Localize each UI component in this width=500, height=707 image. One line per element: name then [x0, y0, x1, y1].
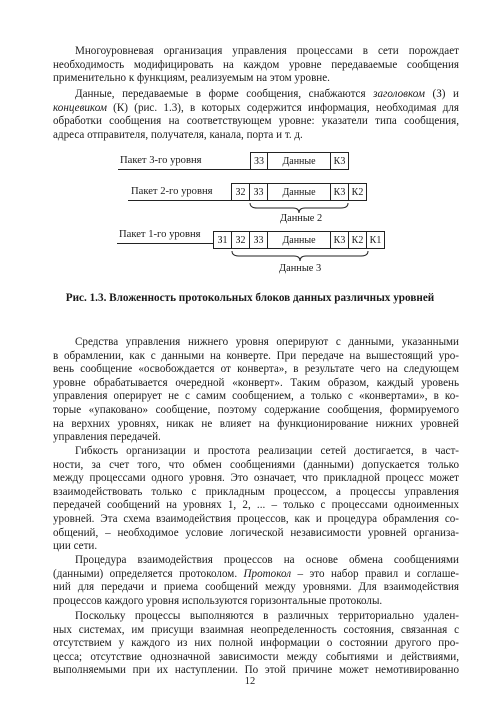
- text-line: уровней. Эта схема взаимодействия процессов, как и процедура обрамления со-: [53, 512, 459, 525]
- term-protocol: Протокол: [243, 567, 292, 580]
- text-line: ности, за счет того, что обмен сообщениями (данными) допускается только: [53, 458, 459, 471]
- text-run: (К) (рис. 1.3), в которых содержится информация, необходимая для: [106, 101, 459, 114]
- text-line: [53, 568, 459, 582]
- text-run: Данные, передаваемые в форме сообщения, снабжаются: [75, 88, 374, 100]
- text-line: на верхних уровнях, никак не влияет на функционирование нижних уровней: [53, 417, 459, 430]
- header-cell: З2: [231, 183, 250, 201]
- paragraph-6: [53, 610, 459, 678]
- text-line: необходимость модифицировать на каждом уровне передаваемые сообщения: [53, 58, 459, 71]
- trailer-cell: К2: [348, 183, 367, 201]
- text-line: уровне обрабатывается очередной «конверт». Таким образом, каждый уровень: [53, 376, 459, 389]
- level-2-underline: [128, 200, 231, 201]
- text-line: отсутствием у каждого из них полной информации о состоянии другого про-: [53, 637, 459, 650]
- paragraph-3: [53, 336, 459, 445]
- header-cell: З3: [249, 183, 268, 201]
- trailer-cell: К3: [330, 183, 349, 201]
- trailer-cell: К2: [348, 231, 367, 249]
- text-line: ных системах, им присущи взаимная неопределенность состояния, связанная с: [53, 623, 459, 636]
- level-3-label: Пакет 3-го уровня: [120, 155, 202, 166]
- trailer-cell: К3: [330, 152, 349, 170]
- text-line: между процессами одного уровня. Это означает, что прикладной процесс может: [53, 472, 459, 485]
- header-cell: З2: [231, 231, 250, 249]
- level-1-underline: [117, 243, 213, 244]
- brace-label-data-2: Данные 2: [280, 213, 323, 224]
- term-header: заголовком: [373, 88, 425, 100]
- text-line: Поскольку процессы выполняются в различных территориально удален-: [75, 610, 459, 622]
- text-line: торые «упаковано» сообщение, поэтому содержание сообщения, формируемого: [53, 403, 459, 416]
- text-line: Многоуровневая организация управления процессами в сети порождает: [75, 45, 459, 57]
- text-line: применительно к функциям, реализуемым на этом уровне.: [53, 72, 330, 85]
- data-cell: Данные: [267, 231, 331, 249]
- data-cell: Данные: [267, 152, 331, 170]
- text-line: выполняемыми при их наступлении. По этой причине может немотивированно: [53, 664, 459, 677]
- level-2-label: Пакет 2-го уровня: [131, 186, 213, 197]
- brace-data-3: [231, 250, 369, 262]
- packet-nesting-diagram: [0, 0, 500, 290]
- text-line: адреса отправителя, получателя, канала, порта и т. д.: [53, 128, 303, 141]
- text-line: процессов каждого уровня используются горизонтальные протоколы.: [53, 594, 383, 607]
- paragraph-5: [53, 554, 459, 608]
- paragraph-4: [53, 445, 459, 554]
- text-line: Процедура взаимодействия процессов на основе обмена сообщениями: [75, 554, 459, 566]
- level-3-underline: [118, 169, 250, 170]
- text-line: цесса; отсутствие однозначной зависимости между событиями и действиями,: [53, 650, 459, 663]
- text-line: управления оперирует не с самим сообщением, а только с «конвертами», в ко-: [53, 390, 459, 403]
- text-line: Гибкость организации и простота реализации сетей достигается, в част-: [75, 445, 459, 457]
- brace-label-data-3: Данные 3: [279, 263, 322, 274]
- page-number: 12: [244, 676, 256, 687]
- text-line: ний для передачи и приема сообщений между уровнями. Для взаимодействия: [53, 581, 459, 594]
- figure-caption: Рис. 1.3. Вложенность протокольных блоков данных различных уровней: [65, 292, 435, 304]
- trailer-cell: К1: [366, 231, 385, 249]
- text-line: передачей сообщений на уровнях 1, 2, ... – только с процессами одноименных: [53, 499, 459, 512]
- text-line: Средства управления нижнего уровня оперируют с данными, указанными: [75, 336, 459, 348]
- text-line: управления передачей.: [53, 431, 161, 444]
- text-run: (З) и: [424, 88, 459, 100]
- header-cell: З3: [250, 152, 268, 170]
- header-cell: З1: [213, 231, 232, 249]
- text-line: обработки сообщения на соответствующем уровне: указатели типа сообщения,: [53, 115, 459, 128]
- data-cell: Данные: [267, 183, 331, 201]
- text-line: ции сети.: [53, 540, 98, 553]
- text-run: (данными) определяется протоколом.: [53, 567, 244, 580]
- header-cell: З3: [249, 231, 268, 249]
- text-line: общений, – необходимое условие логической независимости уровней организа-: [53, 526, 459, 539]
- text-line: взаимодействовать только с прикладным процессом, а процессы управления: [53, 485, 459, 498]
- text-run: – это набор правил и соглаше-: [291, 567, 459, 580]
- text-line: вень сообщение «освобождается от конверта», в результате чего на следующем: [53, 363, 459, 376]
- level-1-label: Пакет 1-го уровня: [119, 229, 201, 240]
- term-trailer: концевиком: [53, 101, 107, 114]
- trailer-cell: К3: [330, 231, 349, 249]
- text-line: в обрамлении, как с данными на конверте. При передаче на вышестоящий уро-: [53, 349, 459, 362]
